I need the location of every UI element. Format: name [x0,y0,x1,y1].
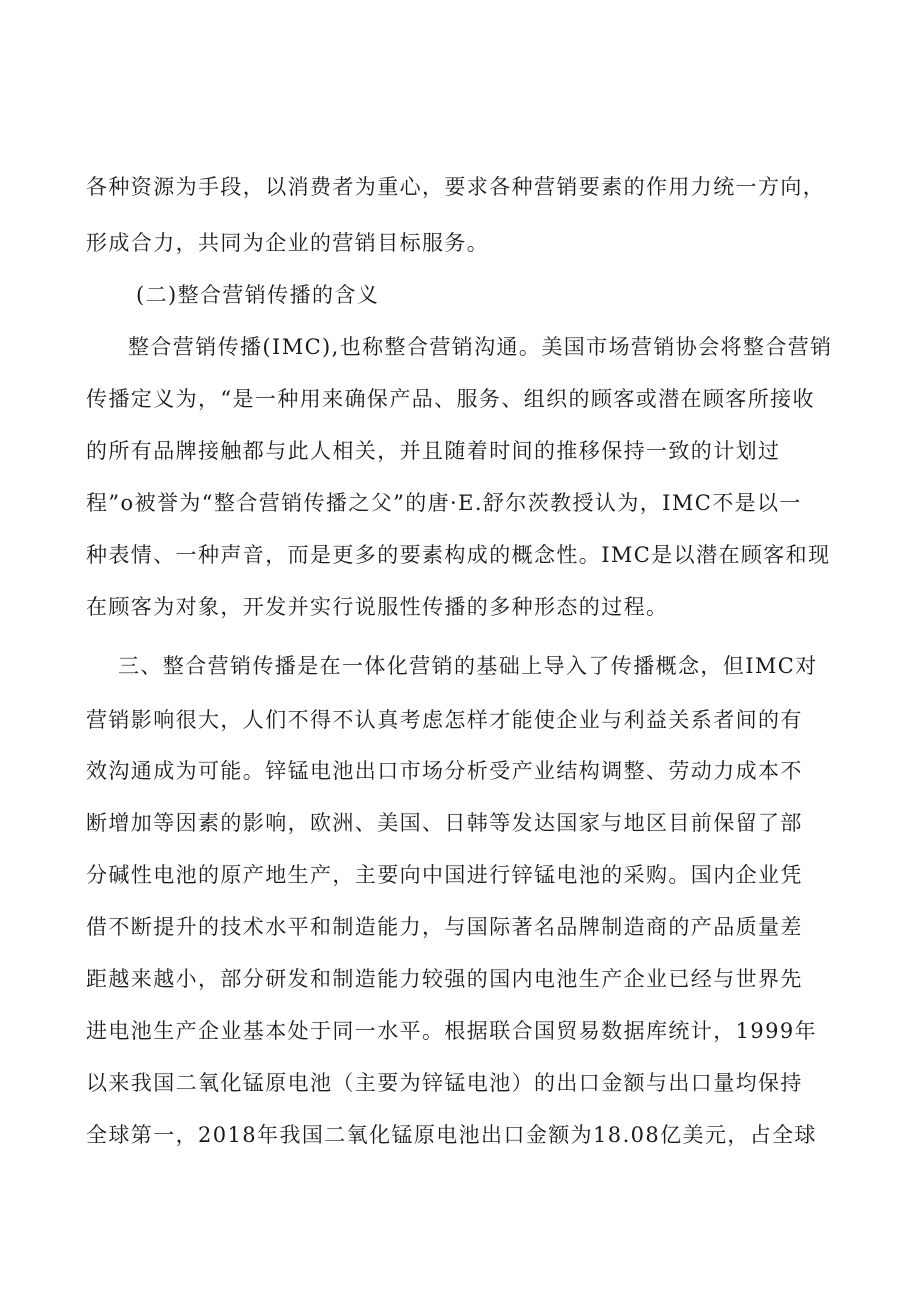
paragraph-line: 断增加等因素的影响，欧洲、美国、日韩等发达国家与地区目前保留了部 [86,811,803,835]
paragraph-line: 各种资源为手段，以消费者为重心，要求各种营销要素的作用力统一方向， [86,175,826,199]
paragraph-line: 形成合力，共同为企业的营销目标服务。 [86,231,490,255]
paragraph-line: 以来我国二氧化锰原电池（主要为锌锰电池）的出口金额与出口量均保持 [86,1071,803,1095]
paragraph-line: 进电池生产企业基本处于同一水平。根据联合国贸易数据库统计，1999年 [86,1019,818,1043]
paragraph-line: 效沟通成为可能。锌锰电池出口市场分析受产业结构调整、劳动力成本不 [86,759,803,783]
paragraph-line: 程”o被誉为“整合营销传播之父”的唐·E.舒尔茨教授认为，IMC不是以一 [86,491,802,515]
paragraph-line: 三、整合营销传播是在一体化营销的基础上导入了传播概念，但IMC对 [118,654,818,678]
section-heading: (二)整合营销传播的含义 [136,283,380,307]
paragraph-line: 全球第一，2018年我国二氧化锰原电池出口金额为18.08亿美元，占全球 [86,1123,817,1147]
paragraph-line: 整合营销传播(IMC),也称整合营销沟通。美国市场营销协会将整合营销 [128,335,833,359]
paragraph-line: 种表情、一种声音，而是更多的要素构成的概念性。IMC是以潜在顾客和现 [86,543,831,567]
paragraph-line: 的所有品牌接触都与此人相关，并且随着时间的推移保持一致的计划过 [86,439,781,463]
paragraph-line: 距越来越小，部分研发和制造能力较强的国内电池生产企业已经与世界先 [86,967,803,991]
paragraph-line: 营销影响很大，人们不得不认真考虑怎样才能使企业与利益关系者间的有 [86,708,803,732]
paragraph-line: 分碱性电池的原产地生产，主要向中国进行锌锰电池的采购。国内企业凭 [86,863,803,887]
paragraph-line: 借不断提升的技术水平和制造能力，与国际著名品牌制造商的产品质量差 [86,915,803,939]
paragraph-line: 传播定义为，“是一种用来确保产品、服务、组织的顾客或潜在顾客所接收 [86,387,815,411]
paragraph-line: 在顾客为对象，开发并实行说服性传播的多种形态的过程。 [86,595,669,619]
